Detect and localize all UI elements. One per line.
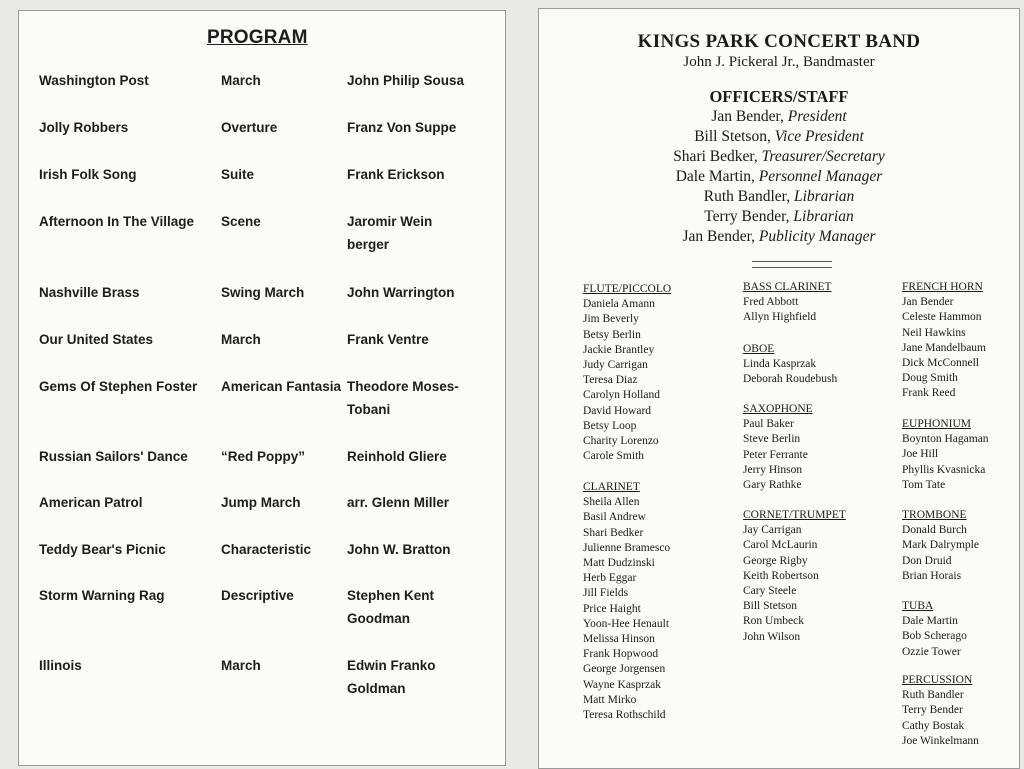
member-name: Matt Dudzinski: [583, 557, 655, 570]
section-oboe: [743, 342, 837, 388]
section-heading: CLARINET: [583, 481, 640, 493]
member-name: Fred Abbott: [743, 296, 799, 309]
member-name: Deborah Roudebush: [743, 373, 838, 386]
piece-title: Russian Sailors' Dance: [39, 449, 188, 464]
piece-title: Teddy Bear's Picnic: [39, 542, 166, 557]
officer-line: [539, 127, 1019, 147]
member-name: Donald Burch: [902, 524, 967, 537]
member-name: Brian Horais: [902, 569, 962, 582]
officer-name: Jan Bender,: [682, 228, 759, 245]
officers-heading: OFFICERS/STAFF: [709, 87, 849, 106]
member-name: Wayne Kasprzak: [583, 678, 661, 691]
piece-style: Characteristic: [221, 542, 312, 557]
section-cornet-trumpet: [743, 508, 846, 645]
member-name: Jackie Brantley: [583, 343, 655, 356]
piece-style: March: [221, 658, 261, 673]
piece-composer: arr. Glenn Miller: [347, 495, 450, 510]
section-heading: EUPHONIUM: [902, 418, 971, 430]
piece-title: Our United States: [39, 332, 154, 347]
section-heading: SAXOPHONE: [743, 403, 813, 415]
officer-title: Librarian: [793, 208, 854, 225]
piece-style: Scene: [221, 214, 261, 229]
section-heading: BASS CLARINET: [743, 281, 832, 293]
section-saxophone: [743, 402, 813, 493]
piece-title: Gems Of Stephen Foster: [39, 379, 198, 394]
piece-title: Irish Folk Song: [39, 167, 137, 182]
officer-name: Jan Bender,: [711, 108, 788, 125]
piece-title: Washington Post: [39, 73, 149, 88]
member-name: Carole Smith: [583, 450, 645, 463]
section-trombone: [902, 508, 979, 584]
piece-composer: Frank Erickson: [347, 167, 445, 182]
member-name: Daniela Amann: [583, 298, 655, 311]
member-name: Herb Eggar: [583, 572, 637, 585]
section-french-horn: [902, 280, 986, 402]
piece-composer: John Philip Sousa: [347, 73, 465, 88]
section-percussion: [902, 673, 979, 749]
piece-composer: Jaromir Wein berger: [347, 214, 433, 252]
section-heading: TROMBONE: [902, 509, 967, 521]
member-name: Jay Carrigan: [743, 524, 802, 537]
piece-title: American Patrol: [39, 495, 143, 510]
piece-composer: Frank Ventre: [347, 332, 429, 347]
member-name: Bob Scherago: [902, 630, 967, 643]
member-name: Sheila Allen: [583, 496, 640, 509]
officer-title: Treasurer/Secretary: [761, 148, 885, 165]
member-name: Betsy Loop: [583, 419, 637, 432]
piece-style: Jump March: [221, 495, 301, 510]
piece-title: Illinois: [39, 658, 82, 673]
member-name: George Rigby: [743, 554, 808, 567]
member-name: Teresa Diaz: [583, 374, 638, 387]
member-name: Steve Berlin: [743, 433, 801, 446]
piece-composer: Reinhold Gliere: [347, 449, 447, 464]
member-name: Linda Kasprzak: [743, 358, 817, 371]
member-name: Cary Steele: [743, 585, 797, 598]
member-name: Bill Stetson: [743, 600, 797, 613]
member-name: Dale Martin: [902, 615, 958, 628]
band-name: KINGS PARK CONCERT BAND: [637, 31, 921, 52]
member-name: George Jorgensen: [583, 663, 666, 676]
member-name: Ruth Bandler: [902, 689, 964, 702]
member-name: Melissa Hinson: [583, 633, 655, 646]
officer-line: [539, 167, 1019, 187]
officer-line: [539, 107, 1019, 127]
member-name: Ron Umbeck: [743, 615, 805, 628]
officer-title: Vice President: [774, 128, 864, 145]
member-name: Jim Beverly: [583, 313, 639, 326]
member-name: Basil Andrew: [583, 511, 646, 524]
member-name: Keith Robertson: [743, 569, 819, 582]
section-heading: FRENCH HORN: [902, 281, 983, 293]
program-title: PROGRAM: [207, 27, 308, 48]
section-flute-piccolo: [583, 282, 671, 464]
member-name: Jerry Hinson: [743, 463, 803, 476]
member-name: Matt Mirko: [583, 693, 637, 706]
piece-title: Jolly Robbers: [39, 120, 129, 135]
member-name: Frank Reed: [902, 387, 956, 400]
officer-name: Shari Bedker,: [673, 148, 762, 165]
roster-page: [538, 8, 1020, 769]
officer-line: [539, 207, 1019, 227]
member-name: Carolyn Holland: [583, 389, 660, 402]
piece-style: American Fantasia: [221, 379, 342, 394]
officers-list: [539, 107, 1019, 247]
member-name: Yoon-Hee Henault: [583, 617, 670, 630]
piece-title: Storm Warning Rag: [39, 588, 165, 603]
member-name: Allyn Highfield: [743, 311, 817, 324]
section-euphonium: [902, 417, 989, 493]
member-name: Julienne Bramesco: [583, 541, 671, 554]
member-name: Tom Tate: [902, 478, 946, 491]
member-name: Neil Hawkins: [902, 326, 966, 339]
officer-line: [539, 187, 1019, 207]
officer-name: Bill Stetson,: [694, 128, 775, 145]
member-name: Ozzie Tower: [902, 645, 961, 658]
piece-style: March: [221, 73, 261, 88]
section-tuba: [902, 599, 967, 660]
bandmaster-line: John J. Pickeral Jr., Bandmaster: [683, 54, 875, 70]
member-name: Joe Winkelmann: [902, 734, 979, 747]
officer-title: Publicity Manager: [758, 228, 876, 245]
member-name: Judy Carrigan: [583, 359, 648, 372]
program-page: [18, 10, 506, 766]
officer-title: President: [787, 108, 847, 125]
member-name: Shari Bedker: [583, 526, 644, 539]
piece-title: Afternoon In The Village: [39, 214, 195, 229]
member-name: Celeste Hammon: [902, 311, 982, 324]
member-name: Gary Rathke: [743, 479, 802, 492]
officer-name: Ruth Bandler,: [703, 188, 794, 205]
piece-composer: John Warrington: [347, 285, 455, 300]
officer-name: Dale Martin,: [675, 168, 759, 185]
member-name: Carol McLaurin: [743, 539, 818, 552]
section-heading: FLUTE/PICCOLO: [583, 283, 672, 295]
member-name: Frank Hopwood: [583, 648, 659, 661]
officer-line: [539, 227, 1019, 247]
piece-composer: John W. Bratton: [347, 542, 451, 557]
section-clarinet: [583, 480, 670, 723]
member-name: Terry Bender: [902, 704, 963, 717]
piece-style: Swing March: [221, 285, 305, 300]
double-rule-divider: [752, 261, 832, 268]
member-name: Phyllis Kvasnicka: [902, 463, 986, 476]
member-name: John Wilson: [743, 630, 801, 643]
piece-composer: Stephen Kent Goodman: [347, 588, 435, 626]
officer-name: Terry Bender,: [704, 208, 794, 225]
member-name: Paul Baker: [743, 418, 794, 431]
member-name: Mark Dalrymple: [902, 539, 979, 552]
piece-composer: Edwin Franko Goldman: [347, 658, 436, 696]
member-name: Charity Lorenzo: [583, 435, 659, 448]
member-name: Jane Mandelbaum: [902, 341, 986, 354]
piece-style: Overture: [221, 120, 278, 135]
piece-title: Nashville Brass: [39, 285, 140, 300]
member-name: Jill Fields: [583, 587, 629, 600]
officer-title: Personnel Manager: [758, 168, 883, 185]
section-heading: CORNET/TRUMPET: [743, 509, 846, 521]
section-heading: OBOE: [743, 343, 775, 355]
member-name: Dick McConnell: [902, 357, 979, 370]
piece-composer: Franz Von Suppe: [347, 120, 457, 135]
piece-composer: Theodore Moses-Tobani: [347, 379, 459, 417]
member-name: Cathy Bostak: [902, 719, 965, 732]
member-name: Jan Bender: [902, 296, 954, 309]
section-heading: PERCUSSION: [902, 674, 973, 686]
member-name: Doug Smith: [902, 372, 958, 385]
section-bass-clarinet: [743, 280, 832, 326]
officer-line: [539, 147, 1019, 167]
member-name: Don Druid: [902, 554, 952, 567]
member-name: Price Haight: [583, 602, 641, 615]
member-name: Boynton Hagaman: [902, 433, 989, 446]
member-name: Betsy Berlin: [583, 328, 641, 341]
piece-style: “Red Poppy”: [221, 449, 306, 464]
officer-title: Librarian: [793, 188, 855, 205]
piece-style: Descriptive: [221, 588, 294, 603]
member-name: Joe Hill: [902, 448, 939, 461]
member-name: Teresa Rothschild: [583, 709, 666, 722]
section-heading: TUBA: [902, 600, 934, 612]
piece-style: March: [221, 332, 261, 347]
piece-style: Suite: [221, 167, 255, 182]
member-name: Peter Ferrante: [743, 448, 808, 461]
member-name: David Howard: [583, 404, 652, 417]
